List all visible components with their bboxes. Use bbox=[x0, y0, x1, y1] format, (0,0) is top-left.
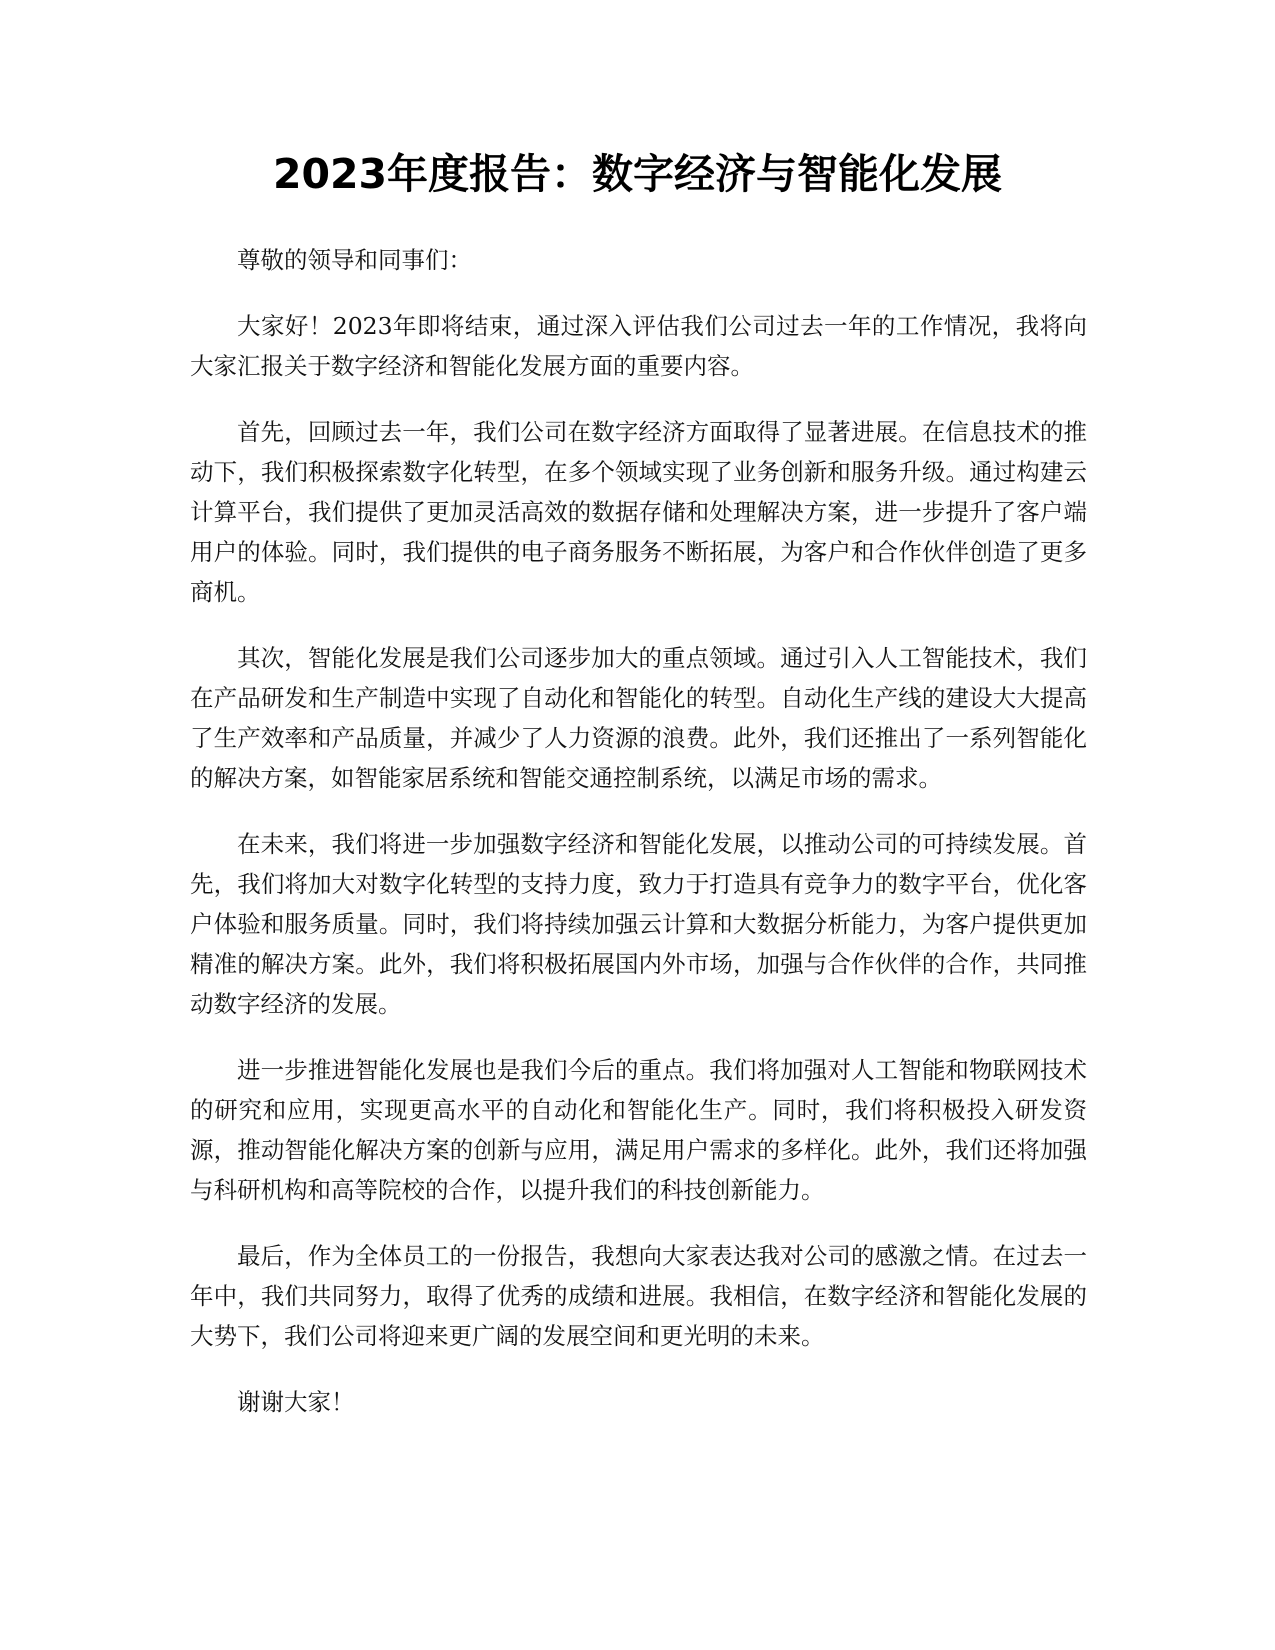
salutation: 尊敬的领导和同事们： bbox=[237, 246, 472, 274]
paragraph-digital-economy: 首先，回顾过去一年，我们公司在数字经济方面取得了显著进展。在信息技术的推动下，我们积极探索数字化转型，在多个领域实现了业务创新和服务升级。通过构建云计算平台，我们提供了更加灵活高效的数据存储和处理解决方案，进一步提升了客户端用户的体验。同时，我们提供的电子商务服务不断拓展，为客户和合作伙伴创造了更多商机。 bbox=[190, 418, 1087, 606]
document-body bbox=[190, 240, 1087, 1448]
thanks: 谢谢大家！ bbox=[237, 1388, 355, 1416]
page-title: 2023年度报告：数字经济与智能化发展 bbox=[272, 150, 1003, 198]
paragraph-intro: 大家好！2023年即将结束，通过深入评估我们公司过去一年的工作情况，我将向大家汇报关于数字经济和智能化发展方面的重要内容。 bbox=[190, 312, 1087, 380]
paragraph-intelligent-focus: 进一步推进智能化发展也是我们今后的重点。我们将加强对人工智能和物联网技术的研究和应用，实现更高水平的自动化和智能化生产。同时，我们将积极投入研发资源，推动智能化解决方案的创新与应用，满足用户需求的多样化。此外，我们还将加强与科研机构和高等院校的合作，以提升我们的科技创新能力。 bbox=[190, 1056, 1087, 1204]
paragraph-future-plans: 在未来，我们将进一步加强数字经济和智能化发展，以推动公司的可持续发展。首先，我们将加大对数字化转型的支持力度，致力于打造具有竞争力的数字平台，优化客户体验和服务质量。同时，我们将持续加强云计算和大数据分析能力，为客户提供更加精准的解决方案。此外，我们将积极拓展国内外市场，加强与合作伙伴的合作，共同推动数字经济的发展。 bbox=[190, 830, 1087, 1018]
paragraph-intelligent-development: 其次，智能化发展是我们公司逐步加大的重点领域。通过引入人工智能技术，我们在产品研发和生产制造中实现了自动化和智能化的转型。自动化生产线的建设大大提高了生产效率和产品质量，并减少了人力资源的浪费。此外，我们还推出了一系列智能化的解决方案，如智能家居系统和智能交通控制系统，以满足市场的需求。 bbox=[190, 644, 1087, 792]
paragraph-closing: 最后，作为全体员工的一份报告，我想向大家表达我对公司的感激之情。在过去一年中，我们共同努力，取得了优秀的成绩和进展。我相信，在数字经济和智能化发展的大势下，我们公司将迎来更广阔的发展空间和更光明的未来。 bbox=[190, 1242, 1087, 1350]
